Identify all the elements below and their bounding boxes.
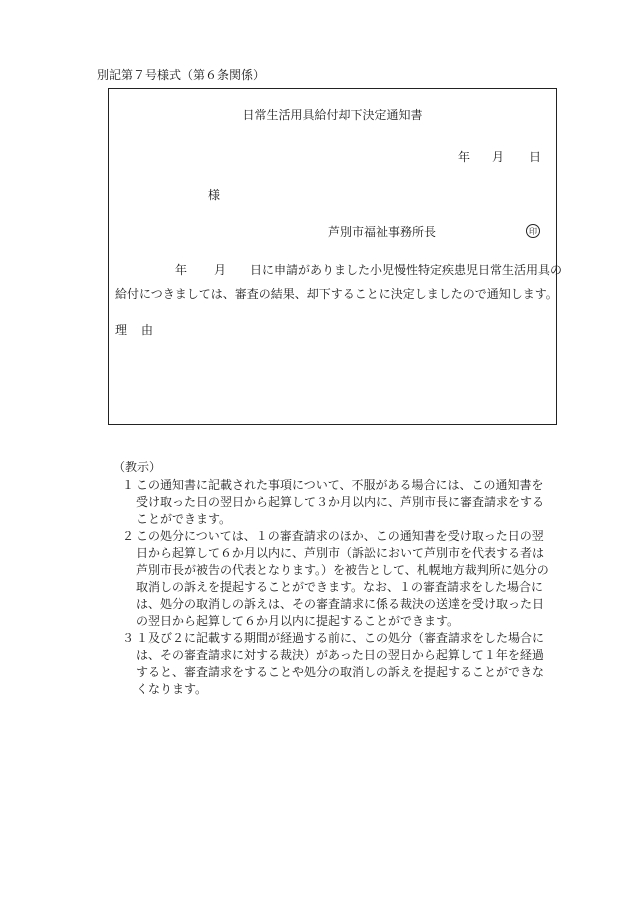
seal-icon: 印 <box>526 224 540 238</box>
appeal-notice-item <box>113 630 553 698</box>
body-year-label: 年 <box>175 263 188 277</box>
appeal-notice-item-text: この通知書に記載された事項について、不服がある場合には、この通知書を受け取った日の翌日から起算して３か月以内に、芦別市長に審査請求をすることができます。 <box>136 478 545 526</box>
date-month-label: 月 <box>492 150 505 164</box>
appeal-notice-item-text: １及び２に記載する期間が経過する前に、この処分（審査請求をした場合には、その審査請求に対する裁決）があった日の翌日から起算して１年を経過すると、審査請求をすることや処分の取消しの訴えを提起することができなくなります。 <box>136 631 545 696</box>
notice-form-frame <box>108 88 557 425</box>
recipient-honorific: 様 <box>208 188 221 202</box>
form-reference-label: 別記第７号様式（第６条関係） <box>97 68 266 82</box>
appeal-notice-item <box>113 528 553 630</box>
reason-char-2: 由 <box>141 323 154 337</box>
appeal-notice-item-number: ２ <box>122 529 135 543</box>
body-month-label: 月 <box>214 263 227 277</box>
date-day-label: 日 <box>529 150 542 164</box>
body-text-line-2: 給付につきましては、審査の結果、却下することに決定しましたので通知します。 <box>115 287 558 301</box>
appeal-notice-item-number: ３ <box>122 631 135 645</box>
document-title: 日常生活用具給付却下決定通知書 <box>242 108 423 122</box>
body-line1-text: 日に申請がありました小児慢性特定疾患児日常生活用具の <box>250 263 563 277</box>
appeal-notice-item <box>113 477 553 528</box>
issuer-name: 芦別市福祉事務所長 <box>328 225 437 239</box>
appeal-notice-title: （教示） <box>113 460 162 474</box>
reason-label <box>115 322 153 338</box>
appeal-notice-section <box>113 459 553 698</box>
body-text-line-1 <box>175 262 562 278</box>
reason-char-1: 理 <box>115 323 128 337</box>
appeal-notice-item-number: １ <box>122 478 135 492</box>
appeal-notice-item-text: この処分については、１の審査請求のほか、この通知書を受け取った日の翌日から起算して６か月以内に、芦別市（訴訟において芦別市を代表する者は芦別市長が被告の代表となります。）を被告として、札幌地方裁判所に処分の取消しの訴えを提起することができます。なお、１の審査請求をした場合には、処分の取消しの訴えは、その審査請求に係る裁決の送達を受け取った日の翌日から起算して６か月以内に提起することができます。 <box>136 529 549 628</box>
date-year-label: 年 <box>458 150 471 164</box>
